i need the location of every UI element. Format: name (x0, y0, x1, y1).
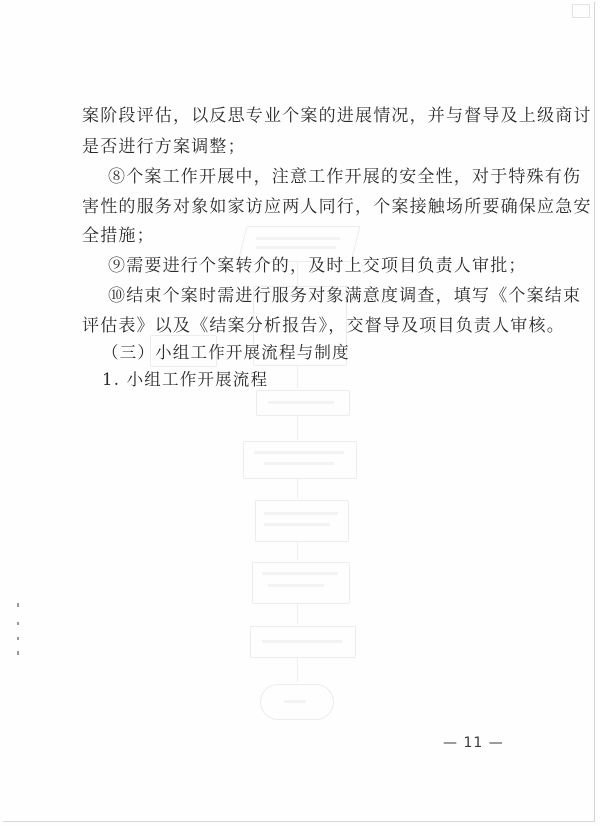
section-heading: （三）小组工作开展流程与制度 (102, 343, 350, 362)
bleed-connector (297, 658, 298, 682)
bleed-connector (297, 416, 298, 440)
body-text-line: 是否进行方案调整； (82, 137, 246, 157)
binding-mark (17, 637, 19, 640)
binding-mark (17, 603, 19, 607)
bleed-connector (297, 542, 298, 560)
binding-mark (17, 622, 19, 625)
body-text-line: 评估表》以及《结案分析报告》，交督导及项目负责人审核。 (82, 316, 565, 336)
bleed-text-mark (262, 640, 342, 643)
subsection-heading: 1. 小组工作开展流程 (102, 370, 269, 389)
bleed-box (252, 562, 350, 604)
body-text-line: 案阶段评估，以反思专业个案的进展情况，并与督导及上级商讨 (82, 106, 592, 126)
page-number: — 11 — (443, 735, 504, 751)
bleed-connector (297, 604, 298, 624)
body-text-line: ⑨需要进行个案转介的，及时上交项目负责人审批； (108, 256, 527, 276)
bleed-text-mark (254, 451, 344, 454)
bleed-text-mark (256, 246, 336, 249)
bleed-text-mark (264, 512, 338, 515)
bleed-text-mark (268, 584, 324, 587)
body-text-line: ⑩结束个案时需进行服务对象满意度调查，填写《个案结束 (108, 286, 582, 306)
bleed-text-mark (264, 462, 334, 465)
body-text-line: 全措施； (82, 226, 155, 246)
bleed-box (243, 441, 357, 479)
binding-mark (17, 651, 19, 655)
body-text-line: ⑧个案工作开展中，注意工作开展的安全性，对于特殊有伤 (108, 167, 582, 187)
bleed-connector (297, 366, 298, 388)
bleed-text-mark (284, 700, 306, 703)
scan-corner-mark (572, 4, 590, 18)
bleed-text-mark (268, 401, 334, 404)
bleed-box (255, 500, 349, 542)
bleed-text-mark (262, 572, 338, 575)
bleed-connector (297, 479, 298, 499)
bleed-text-mark (264, 523, 330, 526)
body-text-line: 害性的服务对象如家访应两人同行，个案接触场所要确保应急安 (82, 197, 592, 217)
bleed-text-mark (256, 237, 340, 240)
